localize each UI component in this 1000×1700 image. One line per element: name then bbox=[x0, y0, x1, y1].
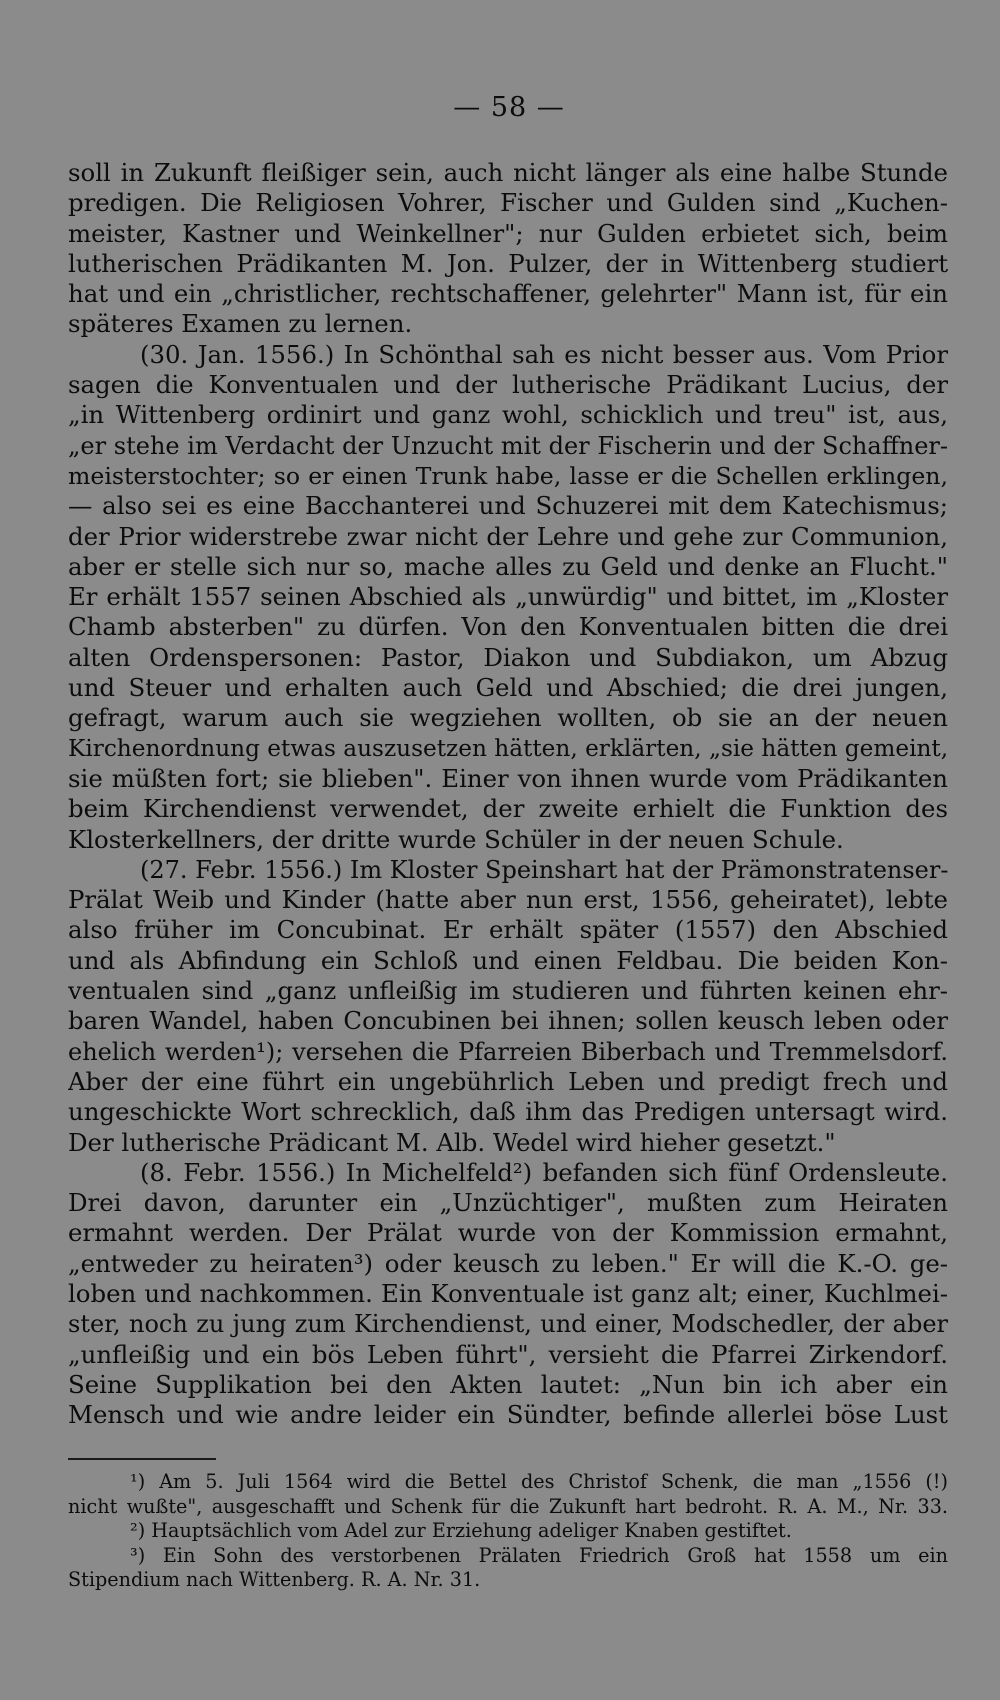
text-line: lutherischen Prädikanten M. Jon. Pulzer, der in Wittenberg studiert bbox=[68, 248, 948, 278]
text-line: ster, noch zu jung zum Kirchendienst, und einer, Modschedler, der aber bbox=[68, 1310, 948, 1339]
text-line: predigen. Die Religiosen Vohrer, Fischer und Gulden sind „Kuchen- bbox=[68, 188, 948, 218]
text-line: Klosterkellners, der dritte wurde Schüler in der neuen Schule. bbox=[68, 824, 844, 854]
text-line: alten Ordenspersonen: Pastor, Diakon und Subdiakon, um Abzug bbox=[68, 642, 948, 672]
text-line: ehelich werden¹); versehen die Pfarreien Biberbach und Tremmelsdorf. bbox=[68, 1037, 948, 1066]
text-line: Prälat Weib und Kinder (hatte aber nun erst, 1556, geheiratet), lebte bbox=[68, 885, 948, 915]
text-line: „er stehe im Verdacht der Unzucht mit der Fischerin und der Schaffner- bbox=[68, 431, 948, 460]
text-line: soll in Zukunft fleißiger sein, auch nicht länger als eine halbe Stunde bbox=[68, 158, 948, 187]
footnote-line: nicht wußte", ausgeschafft und Schenk für die Zukunft hart bedroht. R. A. M., Nr. 33. bbox=[68, 1494, 948, 1518]
text-line: beim Kirchendienst verwendet, der zweite erhielt die Funktion des bbox=[68, 794, 948, 824]
body-text bbox=[68, 158, 948, 1430]
text-line: meisterstochter; so er einen Trunk habe, lasse er die Schellen erklingen, bbox=[68, 461, 948, 490]
text-line: und Steuer und erhalten auch Geld und Abschied; die drei jungen, bbox=[68, 673, 948, 703]
text-line: Mensch und wie andre leider ein Sündter, befinde allerlei böse Lust bbox=[68, 1400, 948, 1430]
text-line: (30. Jan. 1556.) In Schönthal sah es nicht besser aus. Vom Prior bbox=[140, 339, 948, 369]
text-line: Der lutherische Prädicant M. Alb. Wedel wird hieher gesetzt." bbox=[68, 1127, 836, 1157]
text-line: aber er stelle sich nur so, mache alles zu Geld und denke an Flucht." bbox=[68, 551, 948, 581]
text-line: Chamb absterben" zu dürfen. Von den Konventualen bitten die drei bbox=[68, 612, 948, 642]
text-line: meister, Kastner und Weinkellner"; nur Gulden erbietet sich, beim bbox=[68, 218, 948, 248]
text-line: Er erhält 1557 seinen Abschied als „unwürdig" und bittet, im „Kloster bbox=[68, 582, 948, 612]
text-line: „unfleißig und ein bös Leben führt", versieht die Pfarrei Zirkendorf. bbox=[68, 1339, 948, 1369]
text-line: Kirchenordnung etwas auszusetzen hätten, erklärten, „sie hätten gemeint, bbox=[68, 734, 948, 762]
text-line: ermahnt werden. Der Prälat wurde von der Kommission ermahnt, bbox=[68, 1218, 948, 1248]
text-line: sie müßten fort; sie blieben". Einer von ihnen wurde vom Prädikanten bbox=[68, 763, 948, 793]
text-line: „in Wittenberg ordinirt und ganz wohl, schicklich und treu" ist, aus, bbox=[68, 400, 948, 430]
text-line: Seine Supplikation bei den Akten lautet: „Nun bin ich aber ein bbox=[68, 1369, 948, 1399]
footnotes bbox=[68, 1470, 948, 1593]
text-line: ungeschickte Wort schrecklich, daß ihm das Predigen untersagt wird. bbox=[68, 1097, 948, 1127]
text-line: also früher im Concubinat. Er erhält später (1557) den Abschied bbox=[68, 915, 948, 945]
footnote-line: ²) Hauptsächlich vom Adel zur Erziehung adeliger Knaben gestiftet. bbox=[130, 1519, 792, 1542]
footnote-line: Stipendium nach Wittenberg. R. A. Nr. 31. bbox=[68, 1568, 481, 1591]
text-line: gefragt, warum auch sie wegziehen wollten, ob sie an der neuen bbox=[68, 703, 948, 733]
text-line: und als Abfindung ein Schloß und einen Feldbau. Die beiden Kon- bbox=[68, 945, 948, 975]
page-number: — 58 — bbox=[453, 92, 565, 123]
text-line: „entweder zu heiraten³) oder keusch zu leben." Er will die K.-O. ge- bbox=[68, 1248, 948, 1278]
footnote-separator bbox=[68, 1458, 216, 1460]
text-line: sagen die Konventualen und der lutherische Prädikant Lucius, der bbox=[68, 370, 948, 400]
text-line: der Prior widerstrebe zwar nicht der Lehre und gehe zur Communion, bbox=[68, 521, 948, 551]
footnote-line: ¹) Am 5. Juli 1564 wird die Bettel des Christof Schenk, die man „1556 (!) bbox=[130, 1470, 948, 1493]
text-line: Drei davon, darunter ein „Unzüchtiger", mußten zum Heiraten bbox=[68, 1188, 948, 1218]
text-line: (27. Febr. 1556.) Im Kloster Speinshart hat der Prämonstratenser- bbox=[140, 855, 948, 884]
text-line: — also sei es eine Bacchanterei und Schuzerei mit dem Katechismus; bbox=[68, 491, 948, 521]
text-line: loben und nachkommen. Ein Konventuale ist ganz alt; einer, Kuchlmei- bbox=[68, 1278, 948, 1308]
text-line: (8. Febr. 1556.) In Michelfeld²) befanden sich fünf Ordensleute. bbox=[140, 1157, 948, 1187]
text-line: baren Wandel, haben Concubinen bei ihnen; sollen keusch leben oder bbox=[68, 1006, 948, 1036]
footnote-line: ³) Ein Sohn des verstorbenen Prälaten Friedrich Groß hat 1558 um ein bbox=[130, 1543, 948, 1567]
text-line: hat und ein „christlicher, rechtschaffener, gelehrter" Mann ist, für ein bbox=[68, 279, 948, 309]
text-line: ventualen sind „ganz unfleißig im studieren und führten keinen ehr- bbox=[68, 976, 948, 1006]
text-line: Aber der eine führt ein ungebührlich Leben und predigt frech und bbox=[68, 1066, 948, 1096]
text-line: späteres Examen zu lernen. bbox=[68, 309, 413, 339]
